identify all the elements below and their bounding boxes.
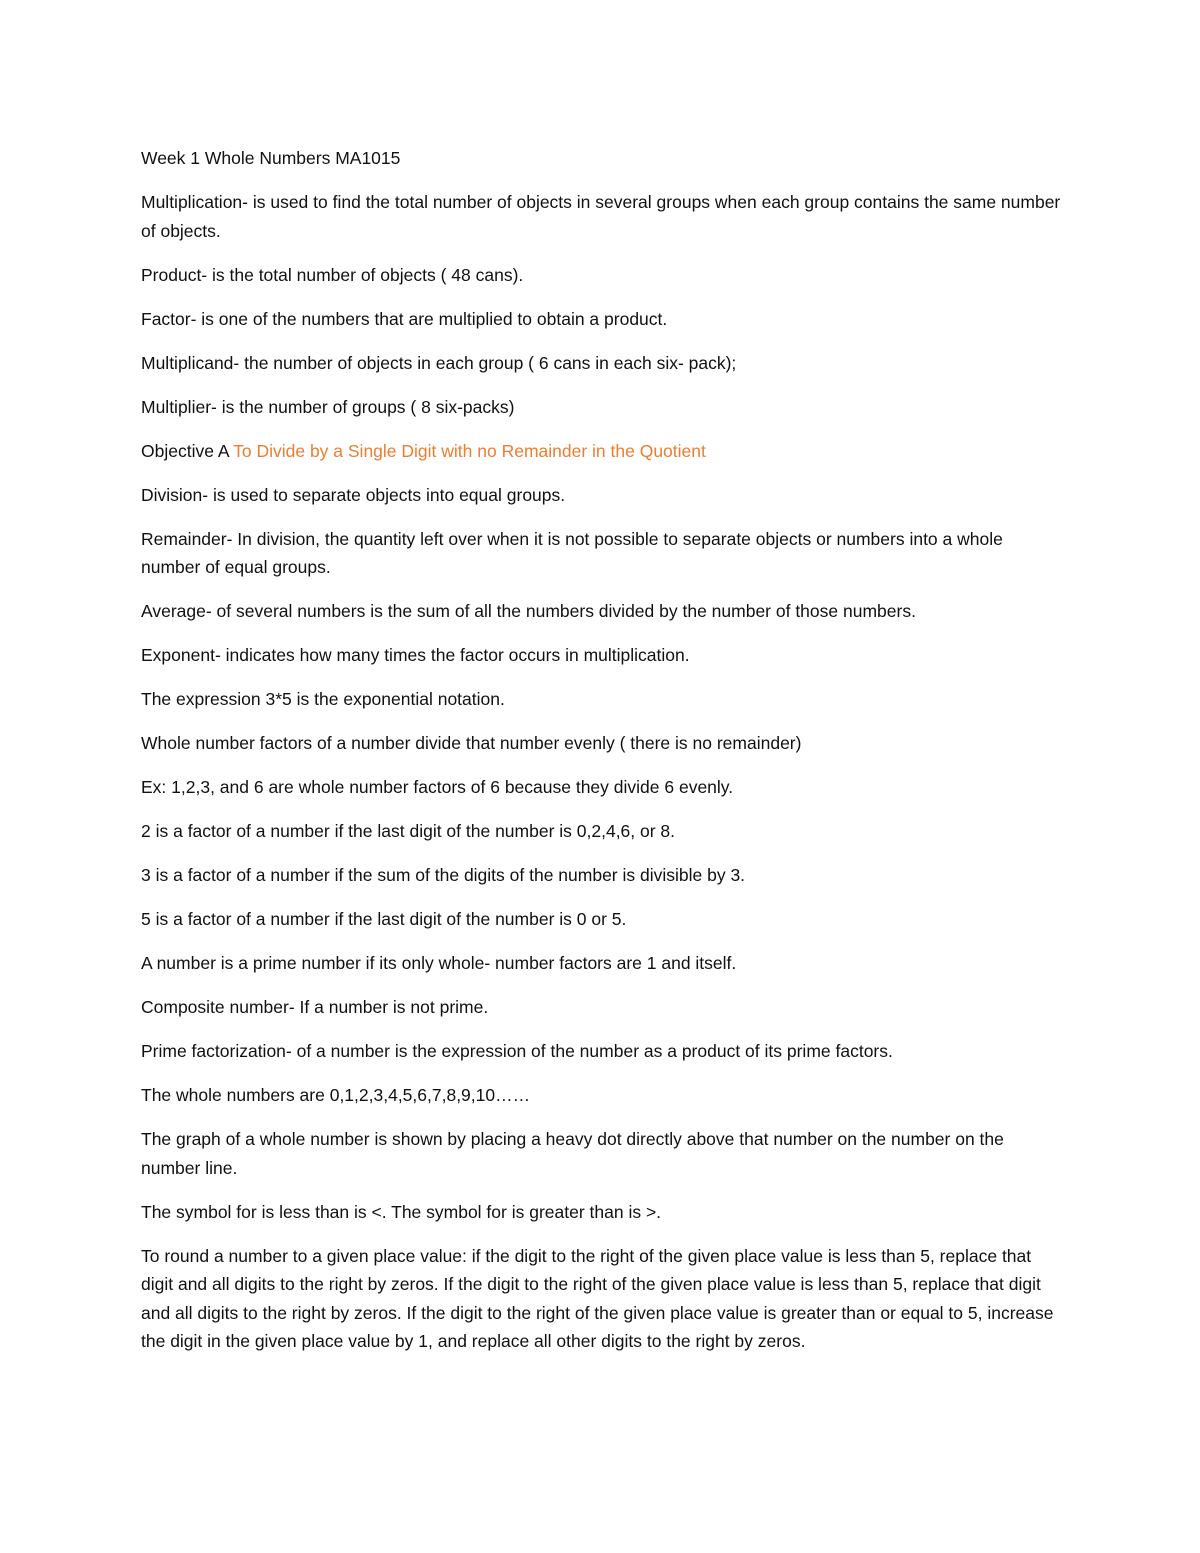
paragraph-rule-three: 3 is a factor of a number if the sum of the digits of the number is divisible by 3. bbox=[141, 865, 746, 885]
objective-heading bbox=[141, 437, 1061, 466]
paragraph-prime-factorization: Prime factorization- of a number is the expression of the number as a product of its prime factors. bbox=[141, 1041, 893, 1061]
objective-text: To Divide by a Single Digit with no Remainder in the Quotient bbox=[233, 440, 706, 461]
document-title: Week 1 Whole Numbers MA1015 bbox=[141, 148, 401, 168]
paragraph-rule-five: 5 is a factor of a number if the last digit of the number is 0 or 5. bbox=[141, 909, 627, 929]
paragraph-rounding: To round a number to a given place value: if the digit to the right of the given place value is less than 5, replace that digit and all digits to the right by zeros. If the digit to the right of the given place value is less than 5, replace that digit and all digits to the right by zeros. If the digit to the right of the given place value is greater than or equal to 5, increase the digit in the given place value by 1, and replace all other digits to the right by zeros. bbox=[141, 1245, 1054, 1351]
paragraph-factor: Factor- is one of the numbers that are multiplied to obtain a product. bbox=[141, 308, 668, 329]
paragraph-graph: The graph of a whole number is shown by placing a heavy dot directly above that number on the number on the number line. bbox=[141, 1129, 1004, 1178]
paragraph-example: Ex: 1,2,3, and 6 are whole number factors of 6 because they divide 6 evenly. bbox=[141, 777, 734, 797]
paragraph-average: Average- of several numbers is the sum of all the numbers divided by the number of those numbers. bbox=[141, 601, 916, 621]
paragraph-multiplier: Multiplier- is the number of groups ( 8 six-packs) bbox=[141, 396, 515, 417]
paragraph-symbols: The symbol for is less than is <. The symbol for is greater than is >. bbox=[141, 1201, 662, 1222]
paragraph-remainder: Remainder- In division, the quantity left over when it is not possible to separate objects or numbers into a whole number of equal groups. bbox=[141, 528, 1003, 577]
paragraph-exponent: Exponent- indicates how many times the factor occurs in multiplication. bbox=[141, 645, 690, 665]
paragraph-whole-numbers: The whole numbers are 0,1,2,3,4,5,6,7,8,9,10…… bbox=[141, 1085, 531, 1105]
paragraph-multiplicand: Multiplicand- the number of objects in each group ( 6 cans in each six- pack); bbox=[141, 352, 737, 373]
paragraph-expression: The expression 3*5 is the exponential notation. bbox=[141, 689, 505, 709]
document-body bbox=[141, 144, 1061, 1371]
paragraph-whole-number-factors: Whole number factors of a number divide that number evenly ( there is no remainder) bbox=[141, 733, 802, 753]
paragraph-composite: Composite number- If a number is not prime. bbox=[141, 997, 489, 1017]
paragraph-rule-two: 2 is a factor of a number if the last digit of the number is 0,2,4,6, or 8. bbox=[141, 821, 676, 841]
paragraph-product: Product- is the total number of objects ( 48 cans). bbox=[141, 264, 524, 285]
paragraph-multiplication: Multiplication- is used to find the total number of objects in several groups when each group contains the same number of objects. bbox=[141, 192, 1061, 241]
paragraph-prime: A number is a prime number if its only whole- number factors are 1 and itself. bbox=[141, 953, 737, 973]
paragraph-division: Division- is used to separate objects into equal groups. bbox=[141, 484, 566, 505]
objective-label: Objective A bbox=[141, 440, 234, 461]
